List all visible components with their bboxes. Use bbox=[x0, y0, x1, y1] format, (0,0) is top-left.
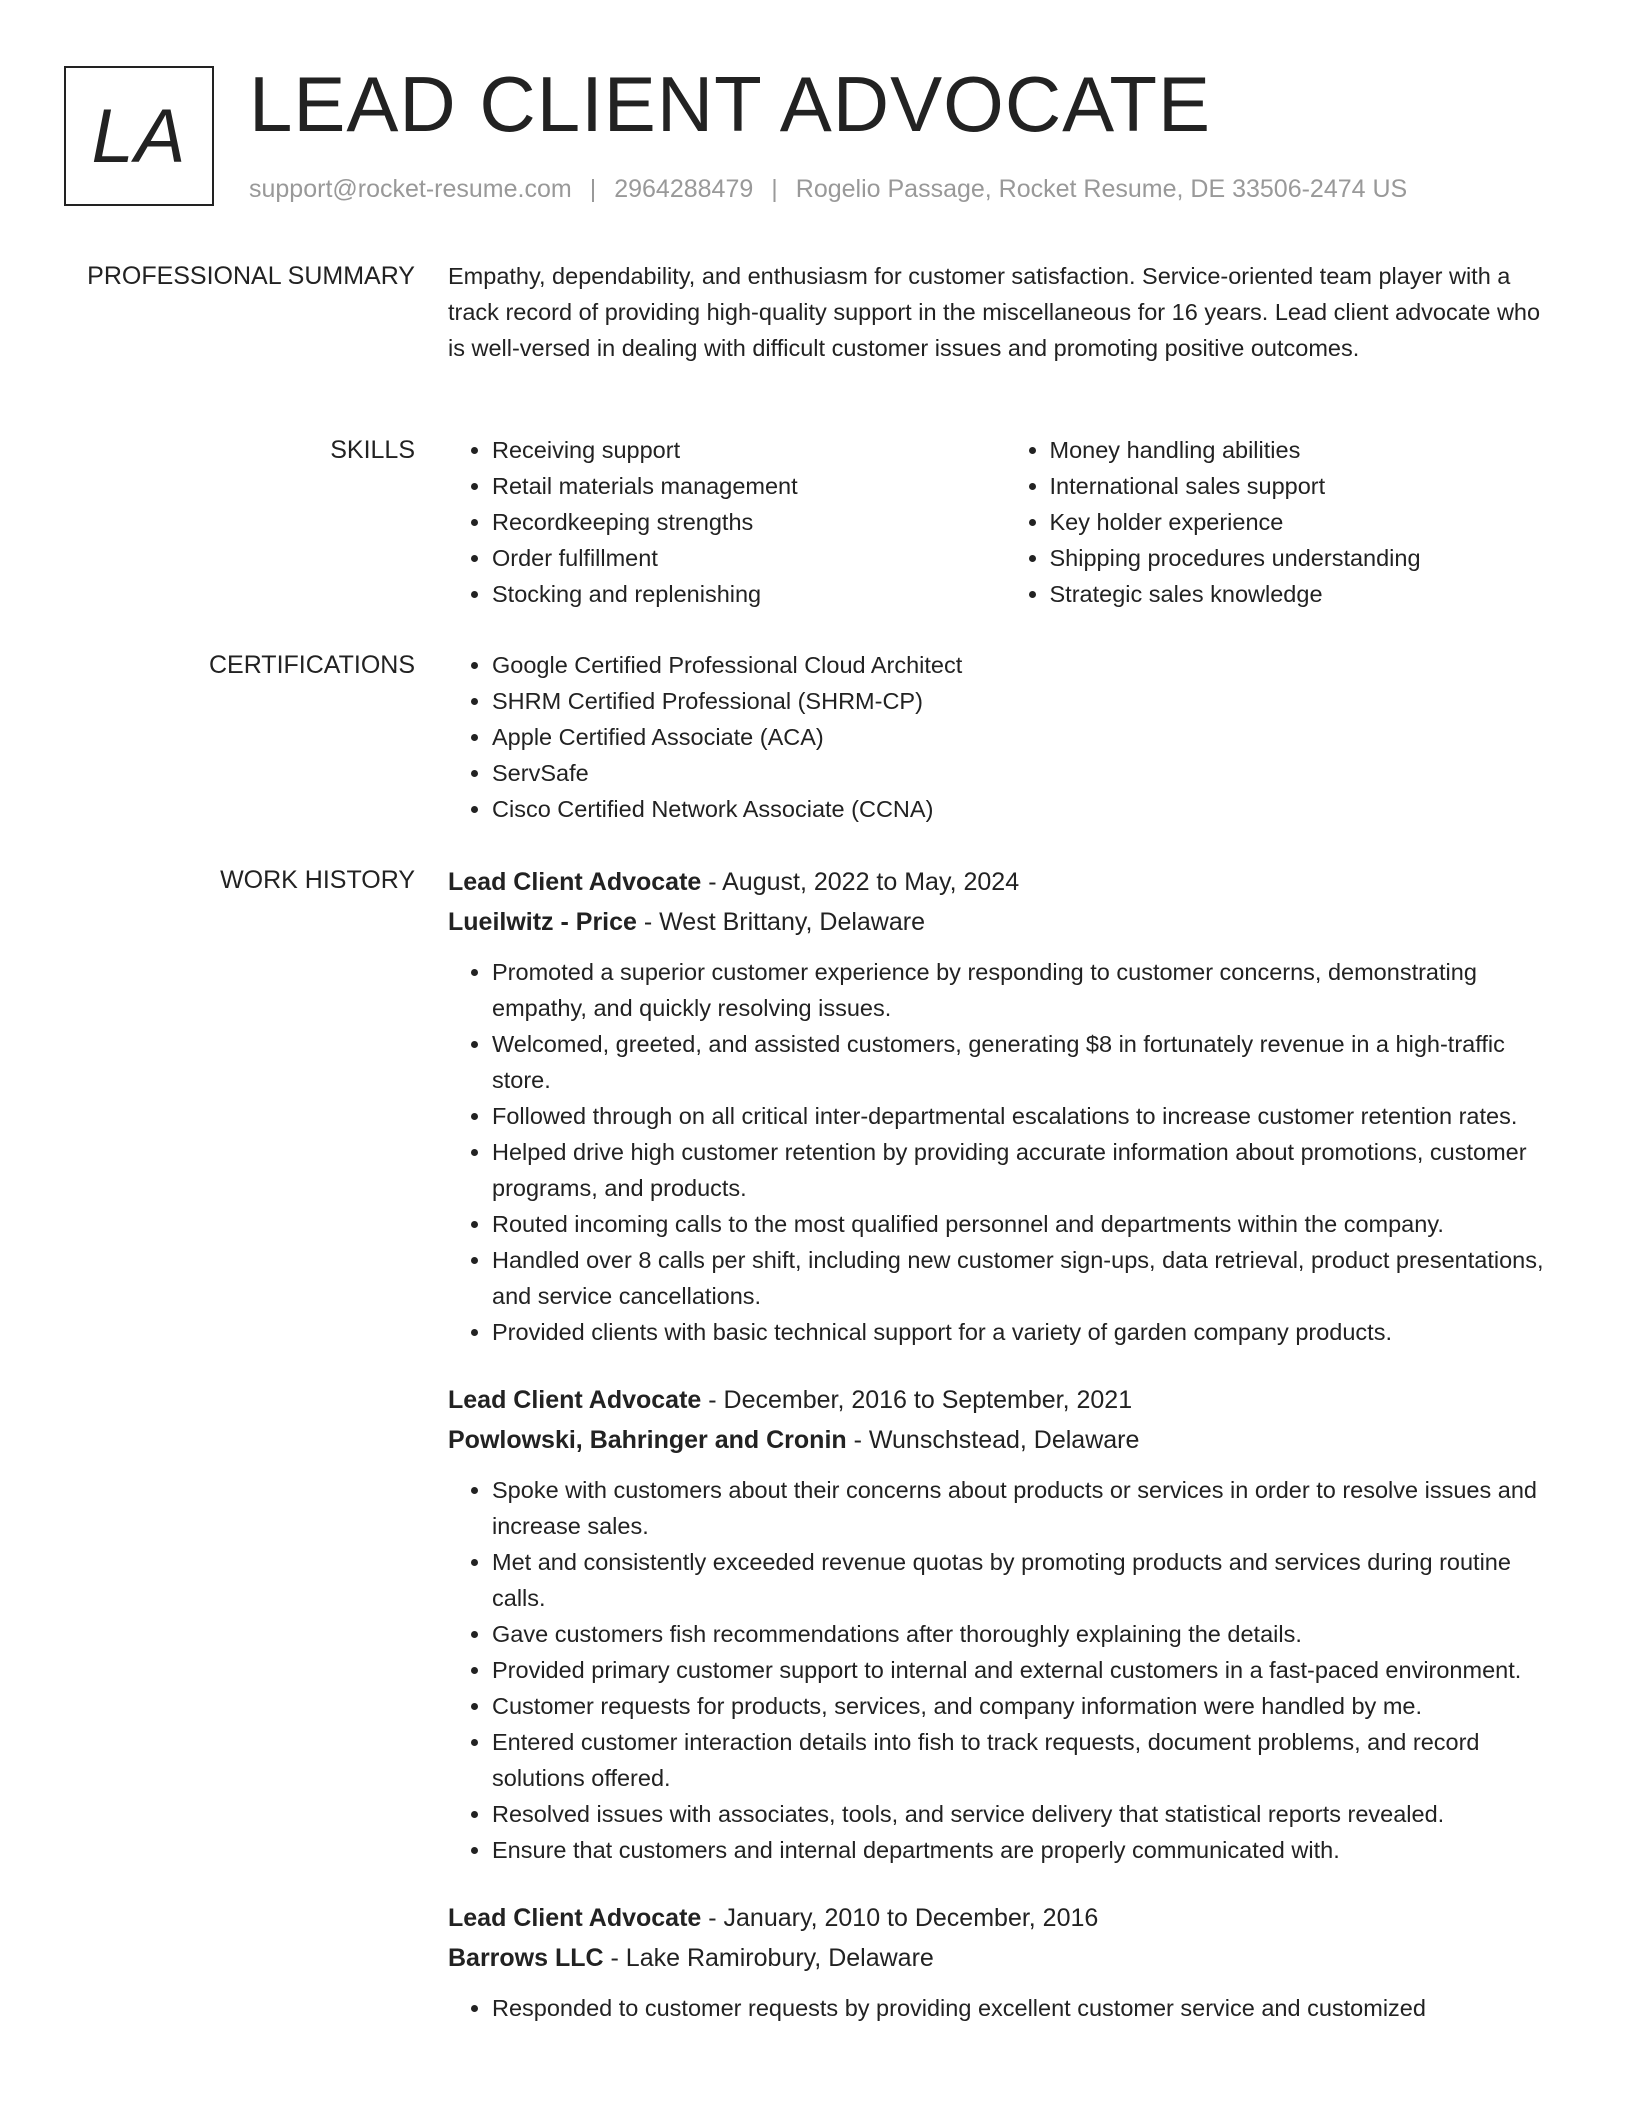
job-title-line bbox=[448, 1898, 1563, 1938]
summary-heading: PROFESSIONAL SUMMARY bbox=[87, 262, 415, 290]
job-role: Lead Client Advocate bbox=[448, 868, 702, 896]
job-dates: - August, 2022 to May, 2024 bbox=[701, 868, 1020, 896]
job-bullet: • Provided primary customer support to internal and external customers in a fast-paced environment. bbox=[492, 1652, 1563, 1688]
certification-item: • Google Certified Professional Cloud Architect bbox=[492, 647, 1563, 683]
skills-heading: SKILLS bbox=[330, 436, 415, 464]
resume-title: LEAD CLIENT ADVOCATE bbox=[249, 60, 1212, 148]
job-company: Barrows LLC bbox=[448, 1944, 604, 1972]
job-bullet: • Provided clients with basic technical support for a variety of garden company products. bbox=[492, 1314, 1563, 1350]
job-location: - Lake Ramirobury, Delaware bbox=[603, 1944, 934, 1972]
job-location: - West Brittany, Delaware bbox=[636, 908, 925, 936]
job-bullet: • Ensure that customers and internal departments are properly communicated with. bbox=[492, 1832, 1563, 1868]
monogram-badge: LA bbox=[64, 66, 214, 206]
job-bullet: • Welcomed, greeted, and assisted customers, generating $8 in fortunately revenue in a high-traffic store. bbox=[492, 1026, 1563, 1098]
job-company-line bbox=[448, 1938, 1563, 1978]
certifications-list bbox=[448, 647, 1563, 827]
certification-item: • ServSafe bbox=[492, 755, 1563, 791]
skill-item: • Retail materials management bbox=[492, 468, 1006, 504]
job-bullet: • Customer requests for products, services, and company information were handled by me. bbox=[492, 1688, 1563, 1724]
certifications-body bbox=[448, 647, 1563, 827]
job-bullets bbox=[448, 1472, 1563, 1868]
skill-item: • Key holder experience bbox=[1050, 504, 1564, 540]
skill-item: • Recordkeeping strengths bbox=[492, 504, 1006, 540]
skill-item: • Strategic sales knowledge bbox=[1050, 576, 1564, 612]
job-role: Lead Client Advocate bbox=[448, 1386, 702, 1414]
job-bullet: • Promoted a superior customer experience by responding to customer concerns, demonstrating empathy, and quickly resolving issues. bbox=[492, 954, 1563, 1026]
contact-line bbox=[249, 173, 1407, 205]
skill-item: • International sales support bbox=[1050, 468, 1564, 504]
job-bullet: • Resolved issues with associates, tools, and service delivery that statistical reports revealed. bbox=[492, 1796, 1563, 1832]
job-entry bbox=[448, 862, 1563, 1350]
work-history-body bbox=[448, 862, 1563, 2026]
job-bullet: • Routed incoming calls to the most qualified personnel and departments within the company. bbox=[492, 1206, 1563, 1242]
job-bullet: • Followed through on all critical inter-departmental escalations to increase customer retention rates. bbox=[492, 1098, 1563, 1134]
job-bullet: • Met and consistently exceeded revenue quotas by promoting products and services during routine calls. bbox=[492, 1544, 1563, 1616]
skill-item: • Stocking and replenishing bbox=[492, 576, 1006, 612]
job-company: Powlowski, Bahringer and Cronin bbox=[448, 1426, 847, 1454]
summary-text: Empathy, dependability, and enthusiasm for customer satisfaction. Service-oriented team player with a track record of providing high-quality support in the miscellaneous for 16 years. Lead client advocate who is well-versed in dealing with difficult customer issues and promoting positive outcomes. bbox=[448, 263, 1541, 361]
contact-separator: | bbox=[589, 175, 597, 203]
job-title-line bbox=[448, 1380, 1563, 1420]
work-history-heading: WORK HISTORY bbox=[220, 866, 415, 894]
job-company-line bbox=[448, 1420, 1563, 1460]
job-bullet: • Spoke with customers about their concerns about products or services in order to resolve issues and increase sales. bbox=[492, 1472, 1563, 1544]
skills-list-left bbox=[448, 432, 1006, 612]
job-entry bbox=[448, 1380, 1563, 1868]
job-dates: - December, 2016 to September, 2021 bbox=[701, 1386, 1133, 1414]
job-company: Lueilwitz - Price bbox=[448, 908, 637, 936]
skill-item: • Money handling abilities bbox=[1050, 432, 1564, 468]
job-location: - Wunschstead, Delaware bbox=[846, 1426, 1140, 1454]
certifications-heading: CERTIFICATIONS bbox=[208, 651, 415, 679]
skill-item: • Order fulfillment bbox=[492, 540, 1006, 576]
job-bullet: • Entered customer interaction details into fish to track requests, document problems, and record solutions offered. bbox=[492, 1724, 1563, 1796]
job-role: Lead Client Advocate bbox=[448, 1904, 702, 1932]
skills-body bbox=[448, 432, 1563, 612]
job-title-line bbox=[448, 862, 1563, 902]
certification-item: • Cisco Certified Network Associate (CCNA) bbox=[492, 791, 1563, 827]
certification-item: • Apple Certified Associate (ACA) bbox=[492, 719, 1563, 755]
job-entry bbox=[448, 1898, 1563, 2026]
job-bullet: • Gave customers fish recommendations after thoroughly explaining the details. bbox=[492, 1616, 1563, 1652]
contact-address: Rogelio Passage, Rocket Resume, DE 33506-2474 US bbox=[795, 175, 1408, 203]
skill-item: • Shipping procedures understanding bbox=[1050, 540, 1564, 576]
job-bullet: • Responded to customer requests by providing excellent customer service and customized bbox=[492, 1990, 1563, 2026]
job-bullets bbox=[448, 954, 1563, 1350]
job-company-line bbox=[448, 902, 1563, 942]
skill-item: • Receiving support bbox=[492, 432, 1006, 468]
certification-item: • SHRM Certified Professional (SHRM-CP) bbox=[492, 683, 1563, 719]
contact-phone: 2964288479 bbox=[614, 175, 754, 203]
job-bullet: • Handled over 8 calls per shift, including new customer sign-ups, data retrieval, product presentations, and service cancellations. bbox=[492, 1242, 1563, 1314]
contact-email: support@rocket-resume.com bbox=[249, 175, 572, 203]
job-dates: - January, 2010 to December, 2016 bbox=[701, 1904, 1099, 1932]
job-bullet: • Helped drive high customer retention by providing accurate information about promotions, customer programs, and products. bbox=[492, 1134, 1563, 1206]
skills-list-right bbox=[1006, 432, 1564, 612]
summary-body bbox=[448, 258, 1563, 366]
job-bullets bbox=[448, 1990, 1563, 2026]
contact-separator: | bbox=[771, 175, 778, 203]
